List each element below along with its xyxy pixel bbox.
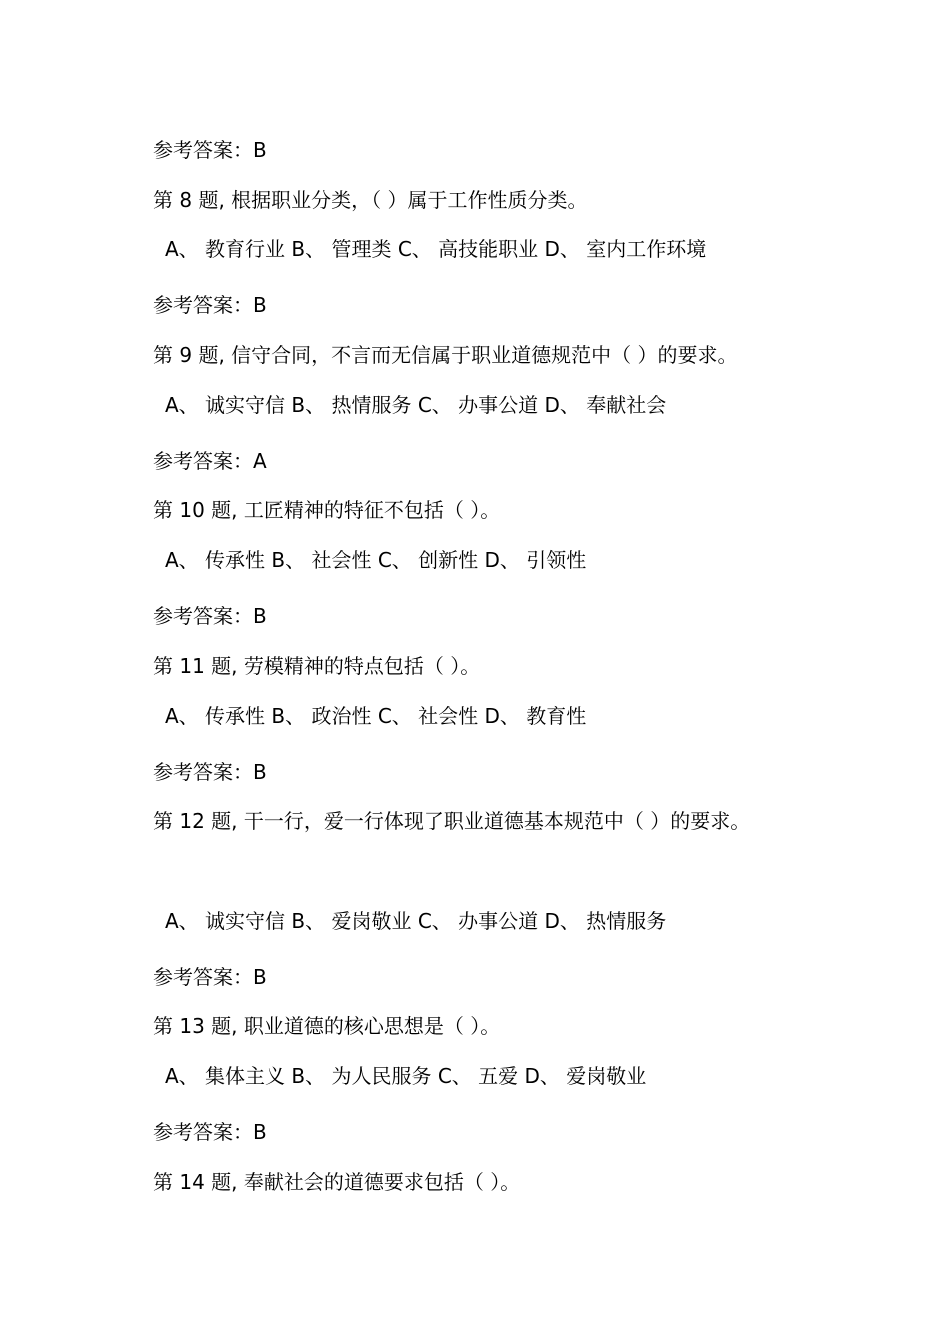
answer-question-9: 参考答案：A [153, 449, 267, 473]
question-14: 第 14 题, 奉献社会的道德要求包括（ ）。 [153, 1170, 521, 1194]
question-9: 第 9 题, 信守合同，不言而无信属于职业道德规范中（ ）的要求。 [153, 343, 738, 367]
answer-question-11: 参考答案：B [153, 760, 267, 784]
answer-question-13: 参考答案：B [153, 1120, 267, 1144]
question-8: 第 8 题, 根据职业分类，（ ）属于工作性质分类。 [153, 188, 588, 212]
options-question-8: A、 教育行业 B、 管理类 C、 高技能职业 D、 室内工作环境 [165, 237, 707, 261]
answer-question-12: 参考答案：B [153, 965, 267, 989]
question-10: 第 10 题, 工匠精神的特征不包括（ ）。 [153, 498, 501, 522]
answer-question-10: 参考答案：B [153, 604, 267, 628]
question-11: 第 11 题, 劳模精神的特点包括（ ）。 [153, 654, 481, 678]
options-question-11: A、 传承性 B、 政治性 C、 社会性 D、 教育性 [165, 704, 587, 728]
options-question-13: A、 集体主义 B、 为人民服务 C、 五爱 D、 爱岗敬业 [165, 1064, 647, 1088]
options-question-12: A、 诚实守信 B、 爱岗敬业 C、 办事公道 D、 热情服务 [165, 909, 667, 933]
question-12: 第 12 题, 干一行，爱一行体现了职业道德基本规范中（ ）的要求。 [153, 809, 751, 833]
answer-line: 参考答案：B [153, 138, 267, 162]
question-13: 第 13 题, 职业道德的核心思想是（ ）。 [153, 1014, 501, 1038]
options-question-10: A、 传承性 B、 社会性 C、 创新性 D、 引领性 [165, 548, 587, 572]
answer-question-8: 参考答案：B [153, 293, 267, 317]
options-question-9: A、 诚实守信 B、 热情服务 C、 办事公道 D、 奉献社会 [165, 393, 667, 417]
